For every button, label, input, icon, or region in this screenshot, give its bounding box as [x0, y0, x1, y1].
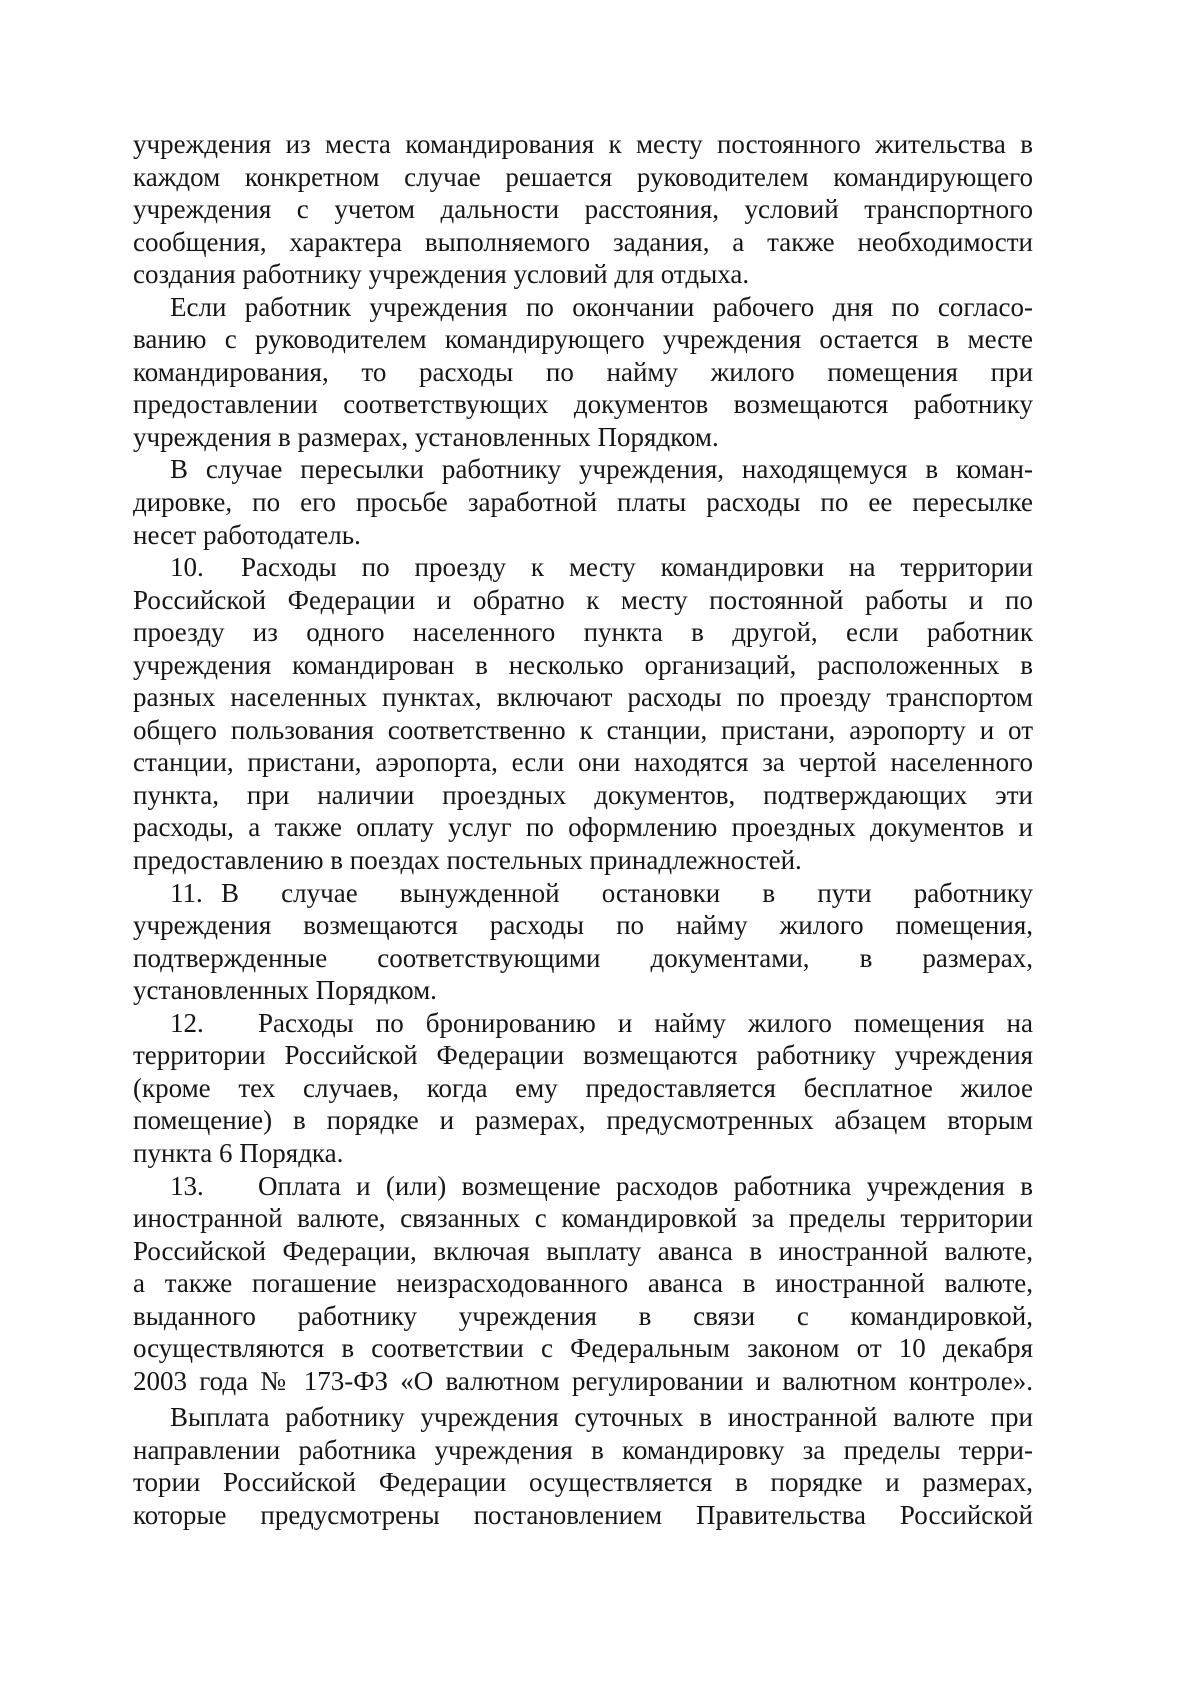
- text-line: выданного работнику учреждения в связи с командировкой,: [133, 1300, 1033, 1331]
- text-line: предоставлении соответствующих документов возмещаются работнику: [133, 389, 1033, 420]
- text-line: учреждения из места командирования к месту постоянного жительства в: [133, 129, 1033, 159]
- paragraph-continuation: [133, 128, 1033, 291]
- text-line: территории Российской Федерации возмещаются работнику учреждения: [133, 1040, 1033, 1071]
- text-line: которые предусмотрены постановлением Правительства Российской: [133, 1499, 1033, 1530]
- text-line: В случае вынужденной остановки в пути работнику: [221, 877, 1033, 908]
- text-line: подтвержденные соответствующими документами, в размерах,: [133, 942, 1033, 973]
- text-line: дировке, по его просьбе заработной платы расходы по ее пересылке: [133, 487, 1033, 518]
- text-line: В случае пересылки работнику учреждения, находящемуся в коман-: [170, 454, 1033, 485]
- text-line: а также погашение неизрасходованного аванса в иностранной валюте,: [133, 1268, 1033, 1299]
- text-line: осуществляются в соответствии с Федеральным законом от 10 декабря: [133, 1333, 1033, 1364]
- text-line: (кроме тех случаев, когда ему предоставляется бесплатное жилое: [133, 1072, 1033, 1103]
- text-line: общего пользования соответственно к станции, пристани, аэропорту и от: [133, 714, 1033, 745]
- clause-number: 13.: [170, 1170, 204, 1201]
- text-line: пункта, при наличии проездных документов, подтверждающих эти: [133, 779, 1033, 810]
- text-line: ванию с руководителем командирующего учреждения остается в месте: [133, 324, 1033, 355]
- clause-first-line: [133, 877, 1033, 910]
- text-line: учреждения с учетом дальности расстояния, условий транспортного: [133, 194, 1033, 225]
- text-line: Российской Федерации, включая выплату аванса в иностранной валюте,: [133, 1235, 1033, 1266]
- text-line: сообщения, характера выполняемого задания, а также необходимости: [133, 226, 1033, 257]
- text-line: создания работнику учреждения условий для отдыха.: [133, 259, 750, 290]
- paragraph-per-diem-foreign-currency: [133, 1401, 1033, 1531]
- text-line: установленных Порядком.: [133, 975, 437, 1006]
- clause-11: [133, 877, 1033, 1007]
- text-line: расходы, а также оплату услуг по оформлению проездных документов и: [133, 812, 1033, 843]
- text-line: 2003 года № 173-ФЗ «О валютном регулировании и валютном контроле».: [133, 1365, 1033, 1396]
- text-line: тории Российской Федерации осуществляется в порядке и размерах,: [133, 1467, 1033, 1498]
- paragraph-overnight-stay: [133, 291, 1033, 454]
- paragraph-salary-forwarding: [133, 453, 1033, 551]
- text-line: учреждения командирован в несколько организаций, расположенных в: [133, 649, 1033, 680]
- text-line: иностранной валюте, связанных с командировкой за пределы территории: [133, 1203, 1033, 1234]
- text-line: предоставлению в поездах постельных принадлежностей.: [133, 845, 802, 876]
- text-line: направлении работника учреждения в командировку за пределы терри-: [133, 1434, 1033, 1465]
- text-line: учреждения в размерах, установленных Порядком.: [133, 421, 719, 452]
- clause-10: [133, 551, 1033, 876]
- text-line: Российской Федерации и обратно к месту постоянной работы и по: [133, 584, 1033, 615]
- text-line: командирования, то расходы по найму жилого помещения при: [133, 356, 1033, 387]
- text-line: пункта 6 Порядка.: [133, 1137, 344, 1168]
- text-line: Выплата работнику учреждения суточных в иностранной валюте при: [170, 1402, 1033, 1433]
- text-line: несет работодатель.: [133, 519, 361, 550]
- text-line: Если работник учреждения по окончании рабочего дня по согласо-: [170, 291, 1033, 322]
- document-body: [133, 128, 1033, 1532]
- clause-first-line: [133, 1007, 1033, 1040]
- text-line: станции, пристани, аэропорта, если они находятся за чертой населенного: [133, 747, 1033, 778]
- text-line: помещение) в порядке и размерах, предусмотренных абзацем вторым: [133, 1105, 1033, 1136]
- text-line: каждом конкретном случае решается руководителем командирующего: [133, 161, 1033, 192]
- clause-number: 11.: [170, 877, 203, 908]
- text-line: проезду из одного населенного пункта в другой, если работник: [133, 617, 1033, 648]
- text-line: Расходы по бронированию и найму жилого помещения на: [258, 1007, 1033, 1038]
- text-line: учреждения возмещаются расходы по найму жилого помещения,: [133, 910, 1033, 941]
- clause-number: 12.: [170, 1007, 204, 1038]
- clause-12: [133, 1007, 1033, 1170]
- text-line: разных населенных пунктах, включают расходы по проезду транспортом: [133, 682, 1033, 713]
- clause-13: [133, 1170, 1033, 1398]
- text-line: Расходы по проезду к месту командировки на территории: [241, 552, 1033, 583]
- clause-number: 10.: [170, 552, 204, 583]
- clause-first-line: [133, 551, 1033, 584]
- clause-first-line: [133, 1170, 1033, 1203]
- text-line: Оплата и (или) возмещение расходов работника учреждения в: [258, 1170, 1033, 1201]
